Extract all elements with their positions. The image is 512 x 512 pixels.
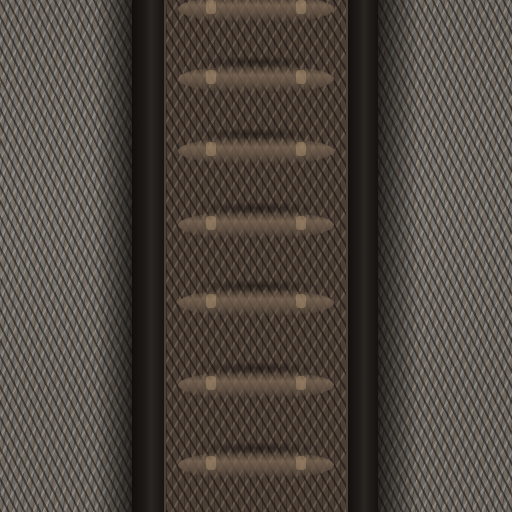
rail-right	[346, 0, 378, 512]
railroad-tie	[178, 66, 334, 92]
rail-left-edge	[164, 0, 166, 512]
rail-right-edge	[346, 0, 348, 512]
railroad-tie	[178, 452, 334, 478]
rail-left	[132, 0, 166, 512]
railroad-tie	[178, 212, 334, 238]
ballast-left	[0, 0, 132, 512]
railroad-tie	[178, 290, 334, 316]
railroad-tie	[178, 0, 334, 22]
railroad-tie	[178, 372, 334, 398]
ballast-right	[378, 0, 512, 512]
railroad-tie	[178, 138, 334, 164]
